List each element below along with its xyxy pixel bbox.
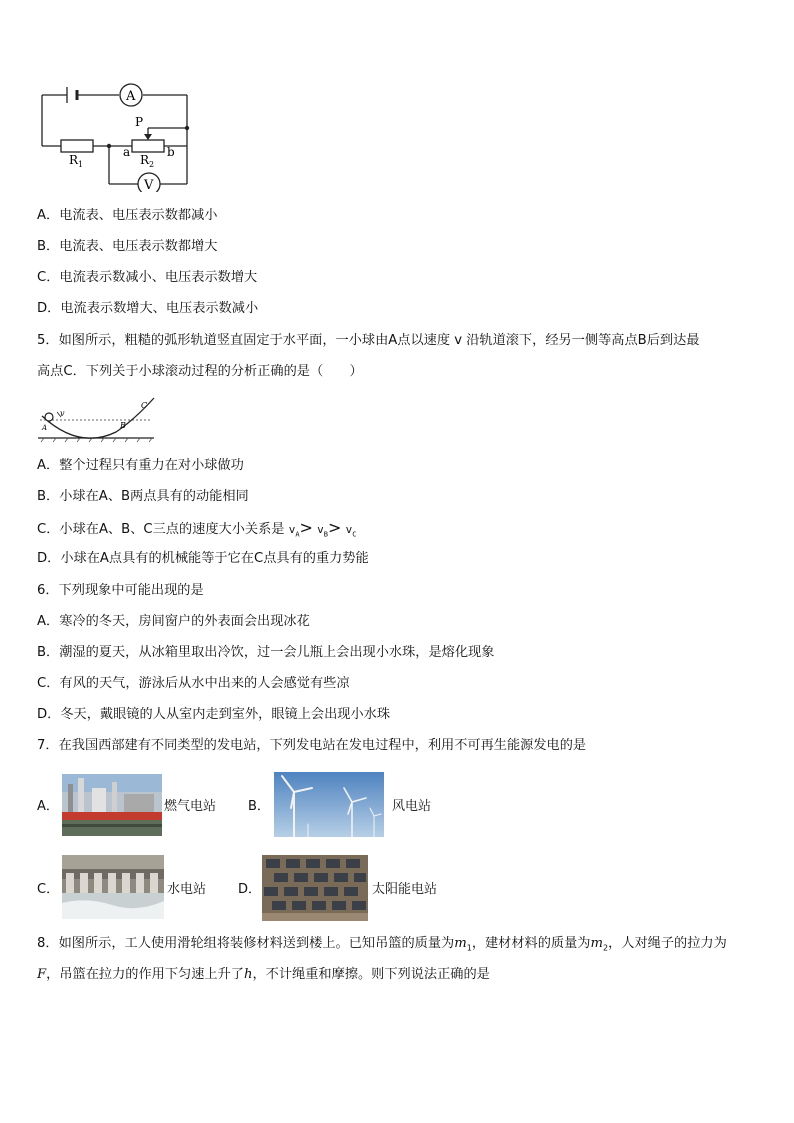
q7-option-c-letter: C． xyxy=(37,882,60,897)
q8-stem-line2: F，吊篮在拉力的作用下匀速上升了h，不计绳重和摩擦。则下列说法正确的是 xyxy=(37,967,490,982)
q7-option-a-text: 燃气电站 xyxy=(164,799,217,814)
q6-stem: 6．下列现象中可能出现的是 xyxy=(37,583,204,598)
q5-stem-line1: 5．如图所示，粗糙的弧形轨道竖直固定于水平面，一小球由A点以速度 v 沿轨道滚下，经另一侧等高点B后到达最 xyxy=(37,333,700,348)
ball xyxy=(45,413,53,421)
r2-label: R xyxy=(140,153,150,167)
q4-option-b: B．电流表、电压表示数都增大 xyxy=(37,239,218,254)
r1-label: R xyxy=(69,153,79,167)
gas-power-station-image xyxy=(62,774,162,836)
point-c-label: C xyxy=(141,401,148,410)
circuit-diagram xyxy=(34,80,196,192)
q5-stem-line2: 高点C．下列关于小球滚动过程的分析正确的是（ ） xyxy=(37,364,363,379)
q4-option-d: D．电流表示数增大、电压表示数减小 xyxy=(37,301,259,316)
q5-option-d: D．小球在A点具有的机械能等于它在C点具有的重力势能 xyxy=(37,551,369,566)
q6-option-b: B．潮湿的夏天，从冰箱里取出冷饮，过一会儿瓶上会出现小水珠，是熔化现象 xyxy=(37,645,495,660)
q5-option-b: B．小球在A、B两点具有的动能相同 xyxy=(37,489,249,504)
q8-stem-line1: 8．如图所示，工人使用滑轮组将装修材料送到楼上。已知吊篮的质量为$m_1$，建材材料的质量为$m_2$，人对绳子的拉力为 xyxy=(37,936,727,953)
wind-farm-image xyxy=(274,772,384,837)
velocity-label: v xyxy=(60,409,65,418)
q7-option-d-letter: D． xyxy=(238,882,262,897)
voltmeter-label: V xyxy=(144,178,154,192)
q7-option-d-text: 太阳能电站 xyxy=(372,882,438,897)
r1-subscript: 1 xyxy=(78,160,84,169)
q4-option-a: A．电流表、电压表示数都减小 xyxy=(37,208,218,223)
q6-option-a: A．寒冷的冬天，房间窗户的外表面会出现冰花 xyxy=(37,614,310,629)
q5-option-a: A．整个过程只有重力在对小球做功 xyxy=(37,458,244,473)
track-diagram xyxy=(34,394,156,444)
ammeter-label: A xyxy=(126,89,136,104)
q7-stem: 7．在我国西部建有不同类型的发电站，下列发电站在发电过程中，利用不可再生能源发电的是 xyxy=(37,738,587,753)
q6-option-c: C．有风的天气，游泳后从水中出来的人会感觉有些凉 xyxy=(37,676,350,691)
q6-option-d: D．冬天，戴眼镜的人从室内走到室外，眼镜上会出现小水珠 xyxy=(37,707,391,722)
q7-option-b-letter: B． xyxy=(248,799,270,814)
r2-subscript: 2 xyxy=(149,160,155,169)
point-b-label: B xyxy=(120,421,126,430)
q4-option-c: C．电流表示数减小、电压表示数增大 xyxy=(37,270,258,285)
end-a-label: a xyxy=(123,145,131,159)
slider-label: P xyxy=(135,115,144,129)
point-a-label: A xyxy=(42,424,48,432)
q5-option-c: C．小球在A、B、C三点的速度大小关系是 $v_A> v_B> v_C$ xyxy=(37,518,357,539)
q7-option-c-text: 水电站 xyxy=(167,882,207,897)
q7-option-a-letter: A． xyxy=(37,799,59,814)
hydro-power-station-image xyxy=(62,855,164,919)
solar-power-station-image xyxy=(262,855,368,921)
end-b-label: b xyxy=(167,145,175,159)
q7-option-b-text: 风电站 xyxy=(392,799,432,814)
